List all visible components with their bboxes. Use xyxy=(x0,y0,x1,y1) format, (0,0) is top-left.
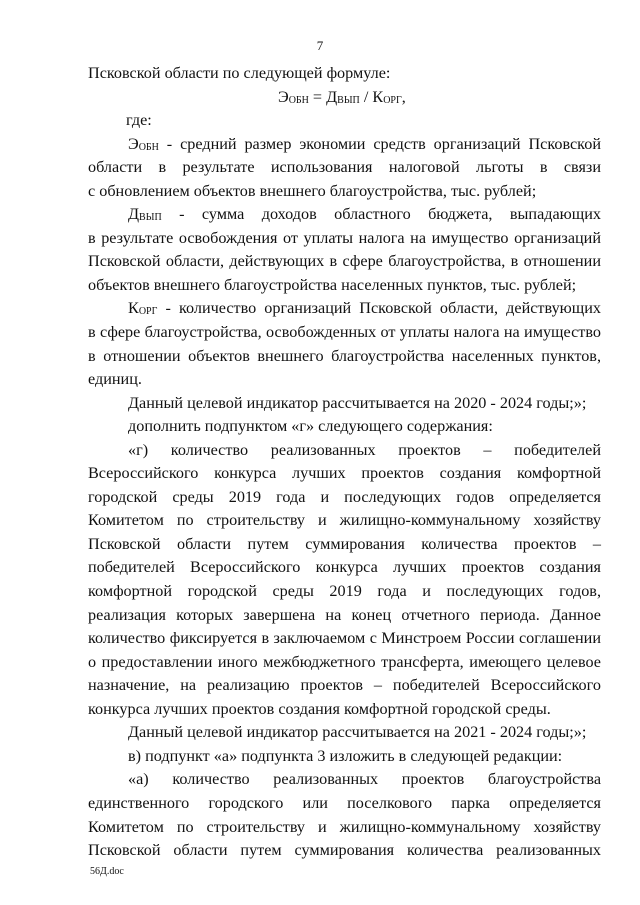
formula-denominator-subscript: ОРГ xyxy=(383,94,402,106)
definition-e xyxy=(88,133,601,157)
definition-subscript: ВЫП xyxy=(139,212,162,224)
text-line: количество фиксируется в заключаемом с Минстроем России соглашении xyxy=(88,629,601,648)
formula-denominator: К xyxy=(372,87,384,106)
formula-numerator-subscript: ВЫП xyxy=(337,94,360,106)
text-line: где: xyxy=(126,111,152,130)
formula-equals: = xyxy=(308,87,327,106)
text-line: Данный целевой индикатор рассчитывается на 2021 - 2024 годы;»; xyxy=(128,723,587,742)
definition-subscript: ОБН xyxy=(138,141,159,153)
text-line: о предоставлении иного межбюджетного трансферта, имеющего целевое xyxy=(88,652,601,671)
formula xyxy=(88,86,601,110)
page-number: 7 xyxy=(316,38,324,53)
footer-filename: 56Д.doc xyxy=(90,866,124,877)
text-line: комфортной городской среды 2019 года и последующих годов, xyxy=(88,582,601,601)
text-line: «г) количество реализованных проектов – победителей xyxy=(128,440,601,459)
text-line: конкурса лучших проектов создания комфортной городской среды. xyxy=(88,699,551,718)
formula-numerator: Д xyxy=(326,87,338,106)
formula-tail: , xyxy=(401,87,406,106)
text-line: назначение, на реализацию проектов – победителей Всероссийского xyxy=(88,676,601,695)
definition-text: - сумма доходов областного бюджета, выпадающих xyxy=(161,205,601,224)
text-line: Комитетом по строительству и жилищно-коммунальному хозяйству xyxy=(88,817,601,836)
text-line: области в результате использования налоговой льготы в связи xyxy=(88,158,601,177)
text-line: Всероссийского конкурса лучших проектов создания комфортной xyxy=(88,464,601,483)
text-line: в) подпункт «а» подпункта 3 изложить в следующей редакции: xyxy=(128,746,563,765)
text-line: реализация которых завершена на конец отчетного периода. Данное xyxy=(88,605,601,624)
definition-text: - количество организаций Псковской области, действующих xyxy=(157,299,601,318)
text-line: Данный целевой индикатор рассчитывается на 2020 - 2024 годы;»; xyxy=(128,393,587,412)
text-line: дополнить подпунктом «г» следующего содержания: xyxy=(128,417,493,436)
text-line: единиц. xyxy=(88,370,142,389)
document-body xyxy=(88,62,601,863)
text-line: городской среды 2019 года и последующих годов определяется xyxy=(88,487,601,506)
definition-d xyxy=(88,203,601,227)
text-line: Псковской области, действующих в сфере благоустройства, в отношении xyxy=(88,252,601,271)
text-line: в сфере благоустройства, освобожденных от уплаты налога на имущество xyxy=(88,323,601,342)
formula-lhs: Э xyxy=(278,87,289,106)
text-line: «а) количество реализованных проектов благоустройства xyxy=(128,770,601,789)
definition-symbol: Д xyxy=(128,205,140,224)
definition-subscript: ОРГ xyxy=(138,306,158,318)
definition-symbol: Э xyxy=(128,134,139,153)
text-line: Псковской области по следующей формуле: xyxy=(88,64,391,82)
text-line: победителей Всероссийского конкурса лучших проектов создания xyxy=(88,558,601,577)
text-line: Псковской области путем суммирования количества реализованных xyxy=(88,841,601,860)
formula-lhs-subscript: ОБН xyxy=(288,94,309,106)
formula-divide: / xyxy=(359,87,373,106)
definition-symbol: К xyxy=(128,299,139,318)
definition-k xyxy=(88,297,601,321)
text-line: Псковской области путем суммирования количества проектов – xyxy=(88,534,601,553)
text-line: Комитетом по строительству и жилищно-коммунальному хозяйству xyxy=(88,511,601,530)
definition-text: - средний размер экономии средств организаций Псковской xyxy=(158,134,601,153)
text-line: с обновлением объектов внешнего благоустройства, тыс. рублей; xyxy=(88,181,537,200)
text-line: в результате освобождения от уплаты налога на имущество организаций xyxy=(88,228,601,247)
text-line: в отношении объектов внешнего благоустройства населенных пунктов, xyxy=(88,346,601,365)
text-line: объектов внешнего благоустройства населенных пунктов, тыс. рублей; xyxy=(88,275,577,294)
text-line: единственного городского или поселкового парка определяется xyxy=(88,793,601,812)
